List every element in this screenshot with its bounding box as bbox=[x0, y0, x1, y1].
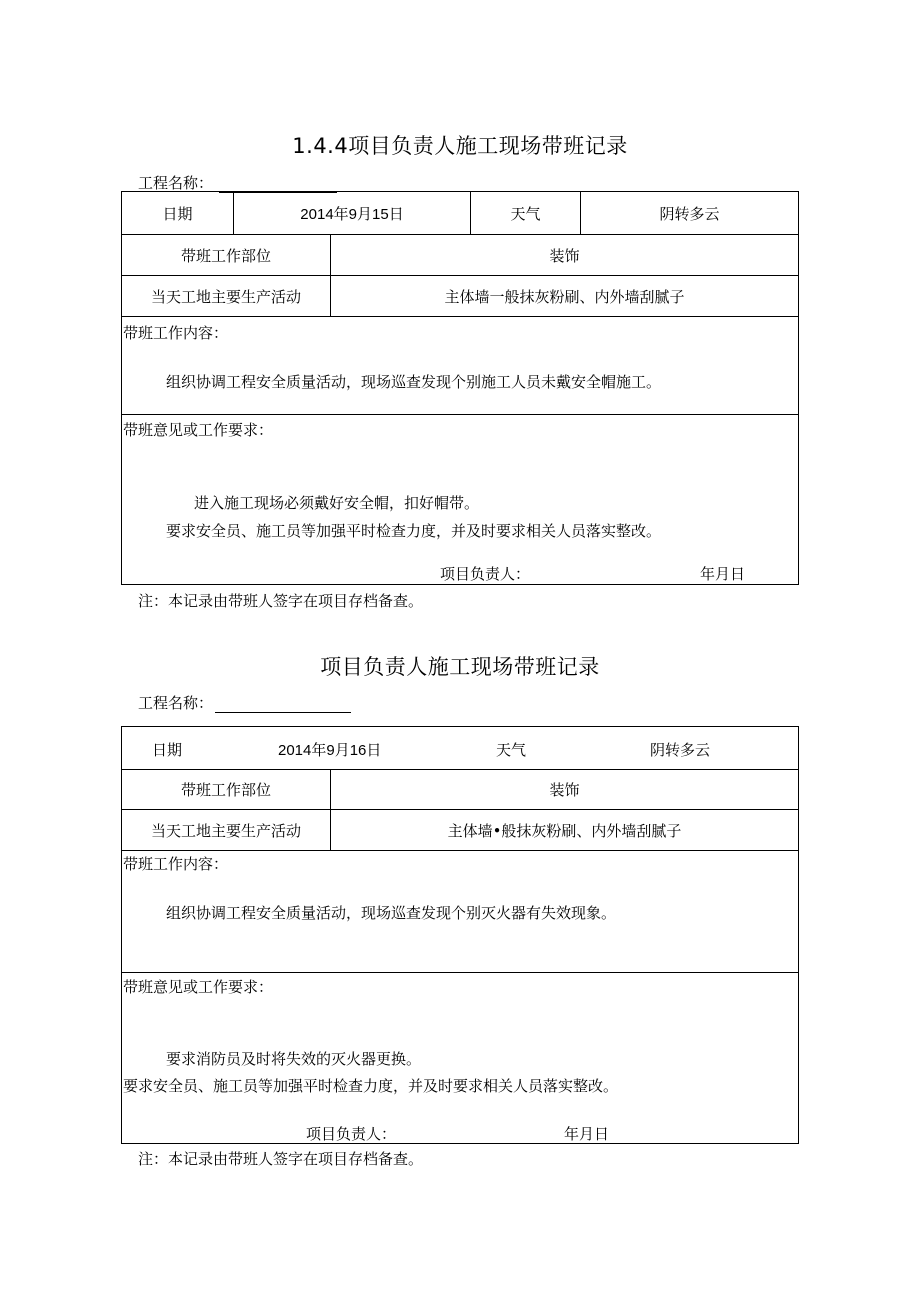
opinion-label: 带班意见或工作要求： bbox=[123, 421, 274, 439]
weather-label: 天气 bbox=[496, 741, 527, 759]
record-2-note: 注：本记录由带班人签字在项目存档备查。 bbox=[138, 1150, 424, 1168]
date-label: 日期 bbox=[162, 204, 193, 223]
content-text: 组织协调工程安全质量活动，现场巡查发现个别灭火器有失效现象。 bbox=[166, 904, 617, 922]
project-name-label: 工程名称： bbox=[138, 174, 214, 192]
dept-label: 带班工作部位 bbox=[180, 781, 271, 799]
activity-label: 当天工地主要生产活动 bbox=[150, 821, 301, 840]
signature-date: 年月日 bbox=[564, 1125, 610, 1143]
opinion-row bbox=[122, 415, 798, 584]
activity-value: 主体墙•般抹灰粉刷、内外墙刮腻子 bbox=[330, 810, 798, 850]
record-1-title: 1.4.4项目负责人施工现场带班记录 bbox=[292, 134, 628, 158]
dept-row bbox=[122, 235, 798, 276]
signature-label: 项目负责人： bbox=[306, 1125, 397, 1143]
project-name-label: 工程名称： bbox=[138, 694, 214, 712]
opinion-line-2: 要求安全员、施工员等加强平时检查力度，并及时要求相关人员落实整改。 bbox=[166, 522, 662, 540]
opinion-line-1: 要求消防员及时将失效的灭火器更换。 bbox=[166, 1050, 422, 1068]
weather-label: 天气 bbox=[470, 192, 580, 234]
signature-label: 项目负责人： bbox=[440, 565, 531, 583]
date-value: 2014年9月15日 bbox=[233, 192, 470, 234]
date-weather-row bbox=[122, 192, 798, 235]
dept-row bbox=[122, 770, 798, 810]
content-label: 带班工作内容： bbox=[123, 324, 229, 342]
record-2-table bbox=[121, 726, 799, 1144]
content-row bbox=[122, 851, 798, 973]
weather-value: 阴转多云 bbox=[580, 192, 798, 234]
opinion-line-2: 要求安全员、施工员等加强平时检查力度，并及时要求相关人员落实整改。 bbox=[123, 1077, 619, 1095]
record-2-project-name bbox=[138, 692, 351, 713]
dept-value: 装饰 bbox=[330, 770, 798, 809]
content-text: 组织协调工程安全质量活动，现场巡查发现个别施工人员未戴安全帽施工。 bbox=[166, 373, 662, 391]
project-name-blank bbox=[215, 698, 351, 713]
weather-value: 阴转多云 bbox=[650, 741, 711, 759]
activity-row bbox=[122, 810, 798, 851]
date-label: 日期 bbox=[152, 741, 183, 759]
record-1-note: 注：本记录由带班人签字在项目存档备查。 bbox=[138, 592, 424, 610]
opinion-row bbox=[122, 973, 798, 1143]
record-1-project-name bbox=[138, 172, 337, 193]
record-2-title: 项目负责人施工现场带班记录 bbox=[320, 655, 600, 679]
activity-label: 当天工地主要生产活动 bbox=[150, 287, 301, 306]
signature-date: 年月日 bbox=[700, 565, 746, 583]
dept-label: 带班工作部位 bbox=[180, 246, 271, 265]
date-value: 2014年9月16日 bbox=[278, 742, 382, 759]
activity-value: 主体墙一般抹灰粉刷、内外墙刮腻子 bbox=[330, 276, 798, 316]
content-label: 带班工作内容： bbox=[123, 855, 229, 873]
content-row bbox=[122, 317, 798, 415]
dept-value: 装饰 bbox=[330, 235, 798, 275]
date-weather-row bbox=[122, 727, 798, 770]
activity-row bbox=[122, 276, 798, 317]
record-1-table bbox=[121, 191, 799, 585]
opinion-line-1: 进入施工现场必须戴好安全帽，扣好帽带。 bbox=[194, 494, 480, 512]
opinion-label: 带班意见或工作要求： bbox=[123, 978, 274, 996]
